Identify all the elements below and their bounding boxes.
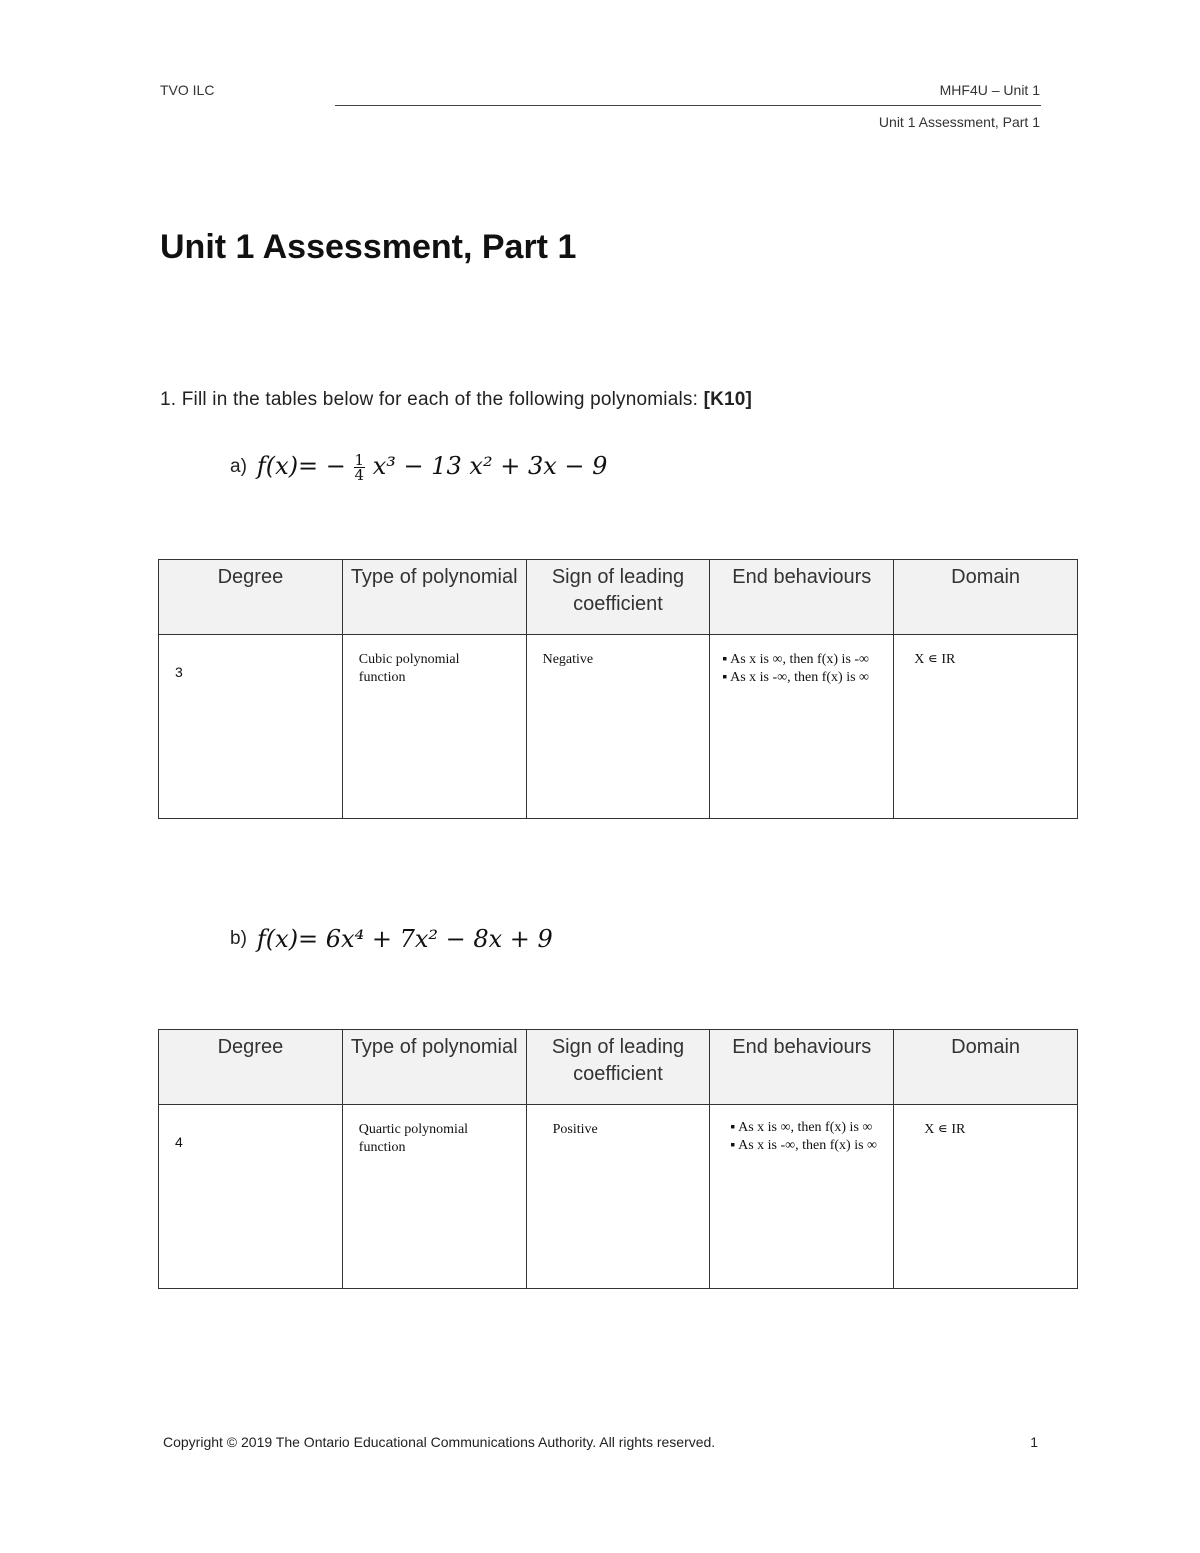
table-a: [158, 559, 1078, 819]
equation-a: [230, 452, 607, 482]
header-end-behaviours: End behaviours: [710, 560, 894, 635]
page-title: Unit 1 Assessment, Part 1: [160, 228, 577, 266]
cell-domain: X ∊ IR: [894, 635, 1078, 819]
end-behaviour-2: ▪ As x is -∞, then f(x) is ∞: [730, 1138, 878, 1153]
header-end-behaviours: End behaviours: [710, 1030, 894, 1105]
equation-b-expression: f(x)= 6x⁴ + 7x² − 8x + 9: [256, 925, 553, 953]
fraction-numerator: 1: [354, 451, 365, 469]
header-sign: Sign of leading coefficient: [526, 560, 710, 635]
cell-end-behaviours: [710, 635, 894, 819]
part-label-a: a): [230, 456, 247, 477]
equation-a-suffix: x³ − 13 x² + 3x − 9: [372, 452, 608, 480]
equation-a-fraction: [354, 453, 366, 482]
header-domain: Domain: [894, 560, 1078, 635]
cell-type: Cubic polynomial function: [342, 635, 526, 819]
cell-sign: Negative: [526, 635, 710, 819]
cell-sign: Positive: [526, 1105, 710, 1289]
header-type: Type of polynomial: [342, 560, 526, 635]
table-a-header-row: [159, 560, 1078, 635]
cell-domain: X ∊ IR: [894, 1105, 1078, 1289]
footer-copyright: Copyright © 2019 The Ontario Educational Communications Authority. All rights reserved.: [163, 1434, 716, 1450]
cell-type: Quartic polynomial function: [342, 1105, 526, 1289]
cell-degree: 3: [159, 635, 343, 819]
header-course: MHF4U – Unit 1: [939, 82, 1040, 98]
header-sign: Sign of leading coefficient: [526, 1030, 710, 1105]
header-subtitle: Unit 1 Assessment, Part 1: [878, 114, 1040, 130]
equation-a-expression: [257, 452, 607, 482]
cell-end-behaviours: [710, 1105, 894, 1289]
equation-a-prefix: f(x)= −: [256, 452, 346, 480]
table-b-header-row: [159, 1030, 1078, 1105]
header-domain: Domain: [894, 1030, 1078, 1105]
question-instruction: [160, 389, 752, 411]
end-behaviour-1: ▪ As x is ∞, then f(x) is ∞: [730, 1120, 873, 1135]
question-marks: [K10]: [703, 389, 753, 410]
fraction-denominator: 4: [354, 466, 365, 484]
end-behaviour-2: ▪ As x is -∞, then f(x) is ∞: [722, 670, 870, 685]
cell-degree: 4: [159, 1105, 343, 1289]
equation-b: [230, 925, 553, 953]
header-rule: [335, 105, 1041, 106]
question-text: 1. Fill in the tables below for each of the following polynomials:: [160, 389, 699, 410]
header-degree: Degree: [159, 560, 343, 635]
end-behaviour-1: ▪ As x is ∞, then f(x) is -∞: [722, 652, 870, 667]
header-org: TVO ILC: [160, 82, 215, 98]
table-row: [159, 635, 1078, 819]
page-number: 1: [1030, 1434, 1038, 1450]
part-label-b: b): [230, 928, 247, 949]
table-row: [159, 1105, 1078, 1289]
header-type: Type of polynomial: [342, 1030, 526, 1105]
table-b: [158, 1029, 1078, 1289]
header-degree: Degree: [159, 1030, 343, 1105]
